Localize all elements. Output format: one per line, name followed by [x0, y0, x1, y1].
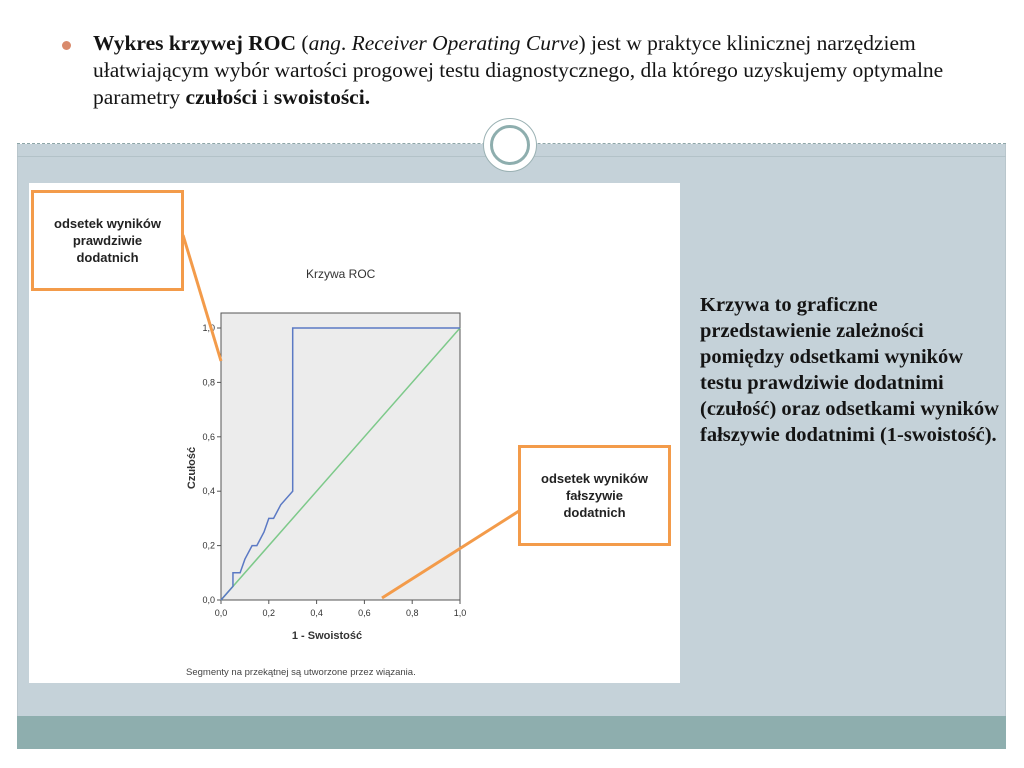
x-axis-label: 1 - Swoistość: [291, 630, 363, 642]
x-tick-label: 1,0: [453, 608, 467, 618]
intro-bullet-text: [93, 30, 962, 111]
roc-term: Wykres krzywej ROC: [93, 31, 297, 55]
x-tick-label: 0,6: [358, 608, 371, 618]
paren-open: (: [296, 31, 309, 55]
chart-title: Krzywa ROC: [306, 267, 376, 281]
sensitivity-term: czułości: [185, 85, 258, 109]
y-tick-label: 0,6: [202, 431, 215, 442]
footer-band: [17, 716, 1006, 749]
callout-tp-line-2: prawdziwie: [72, 233, 143, 248]
callout-false-positive: [518, 445, 671, 546]
bullet-body: ) jest w praktyce klinicznej narzędziem ułatwiającym wybór wartości progowej testu diagnostycznego, dla którego uzyskujemy optymalne parametry: [93, 31, 944, 109]
abbr-dot: .: [340, 31, 352, 55]
x-tick-label: 0,0: [214, 608, 228, 618]
abbr-ang: ang: [308, 31, 341, 55]
circle-ornament-ring: [490, 125, 530, 165]
callout-fp-line-1: odsetek wyników: [541, 471, 648, 486]
x-tick-label: 0,4: [310, 608, 323, 618]
chart-footnote: Segmenty na przekątnej są utworzone przez wiązania.: [186, 667, 416, 678]
callout-fp-line-2: fałszywie: [565, 488, 624, 503]
explanation-text: Krzywa to graficzne przedstawienie zależności pomiędzy odsetkami wyników testu prawdziwie dodatnimi (czułość) oraz odsetkami wyników fałszywie dodatnimi (1-swoistość).: [700, 294, 999, 446]
x-axis-ticks: [215, 600, 467, 618]
callout-tp-line-3: dodatnich: [76, 250, 139, 265]
x-tick-label: 0,8: [405, 608, 419, 618]
bullet-dot-icon: [62, 41, 71, 50]
y-tick-label: 1,0: [202, 323, 215, 333]
plot-area: [221, 313, 460, 600]
english-term: Receiver Operating Curve: [351, 31, 579, 55]
intro-bullet: [62, 30, 962, 111]
y-tick-label: 0,2: [202, 540, 215, 551]
y-tick-label: 0,0: [202, 595, 215, 605]
callout-fp-line-3: dodatnich: [563, 505, 626, 520]
callout-tp-connector: [183, 235, 221, 361]
x-tick-label: 0,2: [262, 608, 276, 618]
circle-ornament-icon: [483, 118, 537, 172]
conjunction: i: [257, 85, 274, 109]
y-axis-label: Czułość: [186, 446, 198, 490]
callout-true-positive-text: [54, 215, 161, 266]
y-axis-ticks: [202, 323, 221, 605]
y-tick-label: 0,8: [202, 377, 215, 388]
specificity-term: swoistości.: [273, 85, 371, 109]
callout-true-positive: [31, 190, 184, 291]
y-tick-label: 0,4: [202, 486, 215, 497]
callout-tp-line-1: odsetek wyników: [54, 216, 161, 231]
callout-false-positive-text: [541, 470, 648, 521]
